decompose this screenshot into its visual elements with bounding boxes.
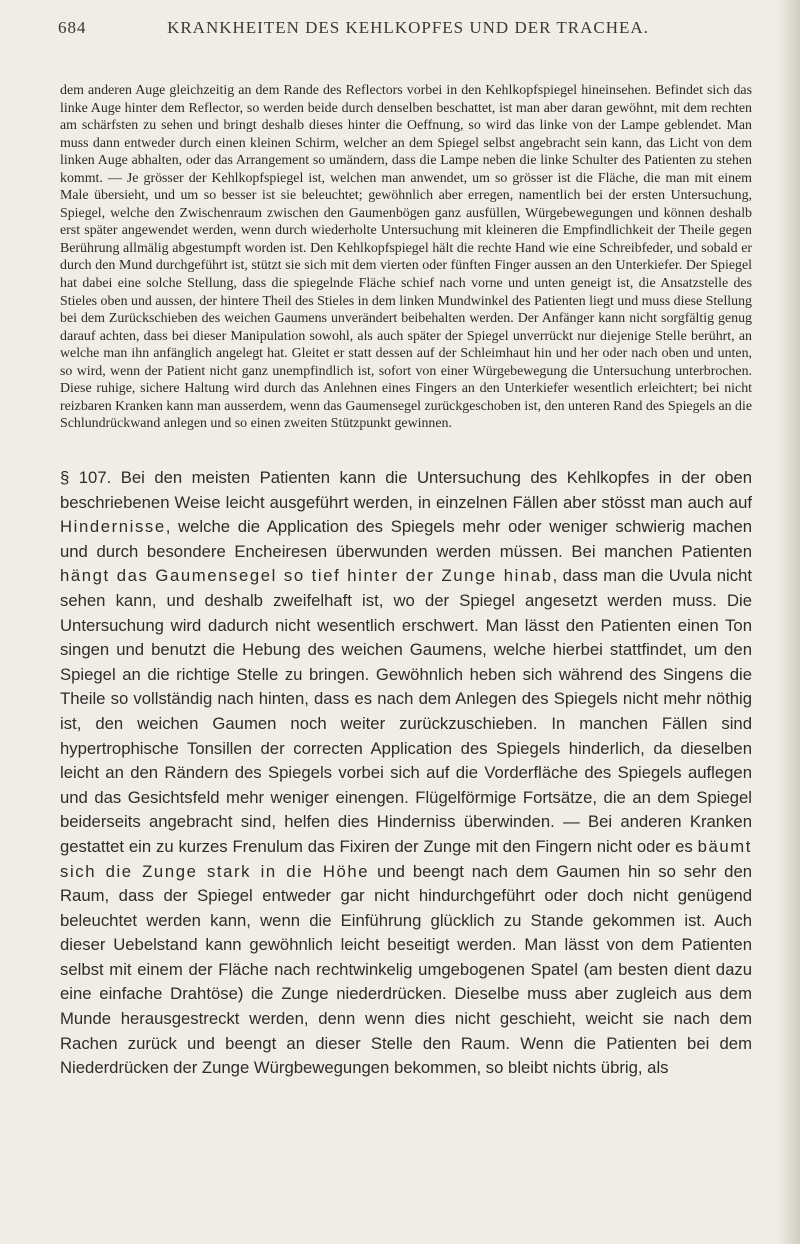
section-lead: § 107. Bei den meisten Patienten kann die Untersuchung des Kehlkopfes in der oben beschriebenen Weise leicht ausgeführt werden, in einzelnen Fällen aber stösst man auch auf [60,468,752,512]
small-print-paragraph [60,82,752,433]
emphasis-gaumensegel: hängt das Gaumensegel so tief hinter der Zunge hinab [60,566,553,586]
running-title: KRANKHEITEN DES KEHLKOPFES UND DER TRACHEA. [167,18,649,37]
section-text-3: , dass man die Uvula nicht sehen kann, und deshalb zweifelhaft ist, wo der Spiegel angesetzt werden muss. Die Untersuchung wird dadurch nicht wesentlich erschwert. Man lässt den Patienten einen Ton singen und benutzt die Hebung des weichen Gaumens, welche hierbei stattfindet, um den Spiegel an die richtige Stelle zu bringen. Gewöhnlich heben sich während des Singens die Theile so vollständig nach hinten, dass es nach dem Anlegen des Spiegels nicht mehr nöthig ist, den weichen Gaumen noch weiter zurückzuschieben. In manchen Fällen sind hypertrophische Tonsillen der correcten Application des Spiegels hinderlich, da dieselben leicht an den Rändern des Spiegels vorbei sich auf die Vorderfläche des Spiegels auflegen und das Gesichtsfeld mehr weniger einengen. Flügelförmige Fortsätze, die an dem Spiegel beiderseits angebracht sind, helfen dies Hinderniss überwinden. — Bei anderen Kranken gestattet ein zu kurzes Frenulum das Fixiren der Zunge mit den Fingern nicht oder es [60,566,753,856]
emphasis-hindernisse: Hindernisse [60,517,166,537]
section-text-2: , welche die Application des Spiegels mehr oder weniger schwierig machen und durch besondere Encheiresen überwunden werden müssen. Bei manchen Patienten [60,517,752,561]
paragraph-text: dem anderen Auge gleichzeitig an dem Rande des Reflectors vorbei in den Kehlkopfspiegel hineinsehen. Befindet sich das linke Auge hinter dem Reflector, so werden beide durch denselben beschattet, ist man aber daran gewöhnt, mit dem rechten am schärfsten zu sehen und bringt deshalb dieses hinter die Oeffnung, so wird das linke von der Lampe geblendet. Man muss dann entweder durch einen kleinen Schirm, welcher an dem Spiegel selbst angebracht sein kann, das Licht von dem linken Auge abhalten, oder das Arrangement so umändern, dass die Lampe neben die linke Schulter des Patienten zu stehen kommt. — Je grösser der Kehlkopfspiegel ist, welchen man anwendet, um so grösser ist die Fläche, die man mit einem Male übersieht, und um so besser ist sie beleuchtet; gewöhnlich aber erregen, namentlich bei der ersten Untersuchung, Spiegel, welche den Zwischenraum zwischen den Gaumenbögen ganz ausfüllen, Würgebewegungen und können deshalb erst später angewendet werden, wenn durch wiederholte Untersuchung mit kleineren die Empfindlichkeit der Theile gegen Berührung allmälig abgestumpft worden ist. Den Kehlkopfspiegel hält die rechte Hand wie eine Schreibfeder, und sobald er durch den Mund durchgeführt ist, stützt sie sich mit dem vierten oder fünften Finger aussen an den Unterkiefer. Der Spiegel hat dabei eine solche Stellung, dass die spiegelnde Fläche schief nach vorne und unten geneigt ist, die Ansatzstelle des Stieles oben und aussen, der hintere Theil des Stieles in dem linken Mundwinkel des Patienten liegt und muss diese Stellung bei dem Zurückschieben des weichen Gaumens unverändert beibehalten werden. Der Anfänger kann nicht sorgfältig genug darauf achten, dass bei dieser Manipulation sowohl, als auch später der Spiegel unverrückt nur diejenige Stelle berührt, an welche man ihn anfänglich angelegt hat. Gleitet er statt dessen auf der Schleimhaut hin und her oder nach oben und unten, so wird, wenn der Patient nicht ganz unempfindlich ist, sofort von einer Würgebewegung die Untersuchung unterbrochen. Diese ruhige, sichere Haltung wird durch das Anlehnen eines Fingers an den Unterkiefer wesentlich erleichtert; bei nicht reizbaren Kranken kann man ausserdem, wenn das Gaumensegel zurückgeschoben ist, den unteren Rand des Spiegels an die Schlundrückwand anlegen und so einen zweiten Stützpunkt gewinnen. [60,83,752,432]
emphasis-zunge: bäumt sich die Zunge stark in die Höhe [60,836,752,881]
section-107 [60,466,752,1081]
page-number: 684 [58,18,87,37]
page-edge-shadow [778,0,800,1244]
section-text-4: und beengt nach dem Gaumen hin so sehr den Raum, dass der Spiegel entweder gar nicht hindurchgeführt oder doch nicht genügend beleuchtet werden kann, wenn die Einführung glücklich zu Stande gekommen ist. Auch dieser Uebelstand kann gewöhnlich leicht beseitigt werden. Man lässt von dem Patienten selbst mit einem der Fläche nach rechtwinkelig umgebogenen Spatel (am besten dient dazu eine einfache Drahtöse) die Zunge niederdrücken. Dieselbe muss aber zugleich aus dem Munde herausgestreckt werden, denn wenn dies nicht geschieht, weicht sie nach dem Rachen zurück und beengt an dieser Stelle den Raum. Wenn die Patienten bei dem Niederdrücken der Zunge Würgbewegungen bekommen, so bleibt nichts übrig, als [60,861,753,1078]
section-107-text [60,466,752,1081]
running-header [58,18,748,38]
